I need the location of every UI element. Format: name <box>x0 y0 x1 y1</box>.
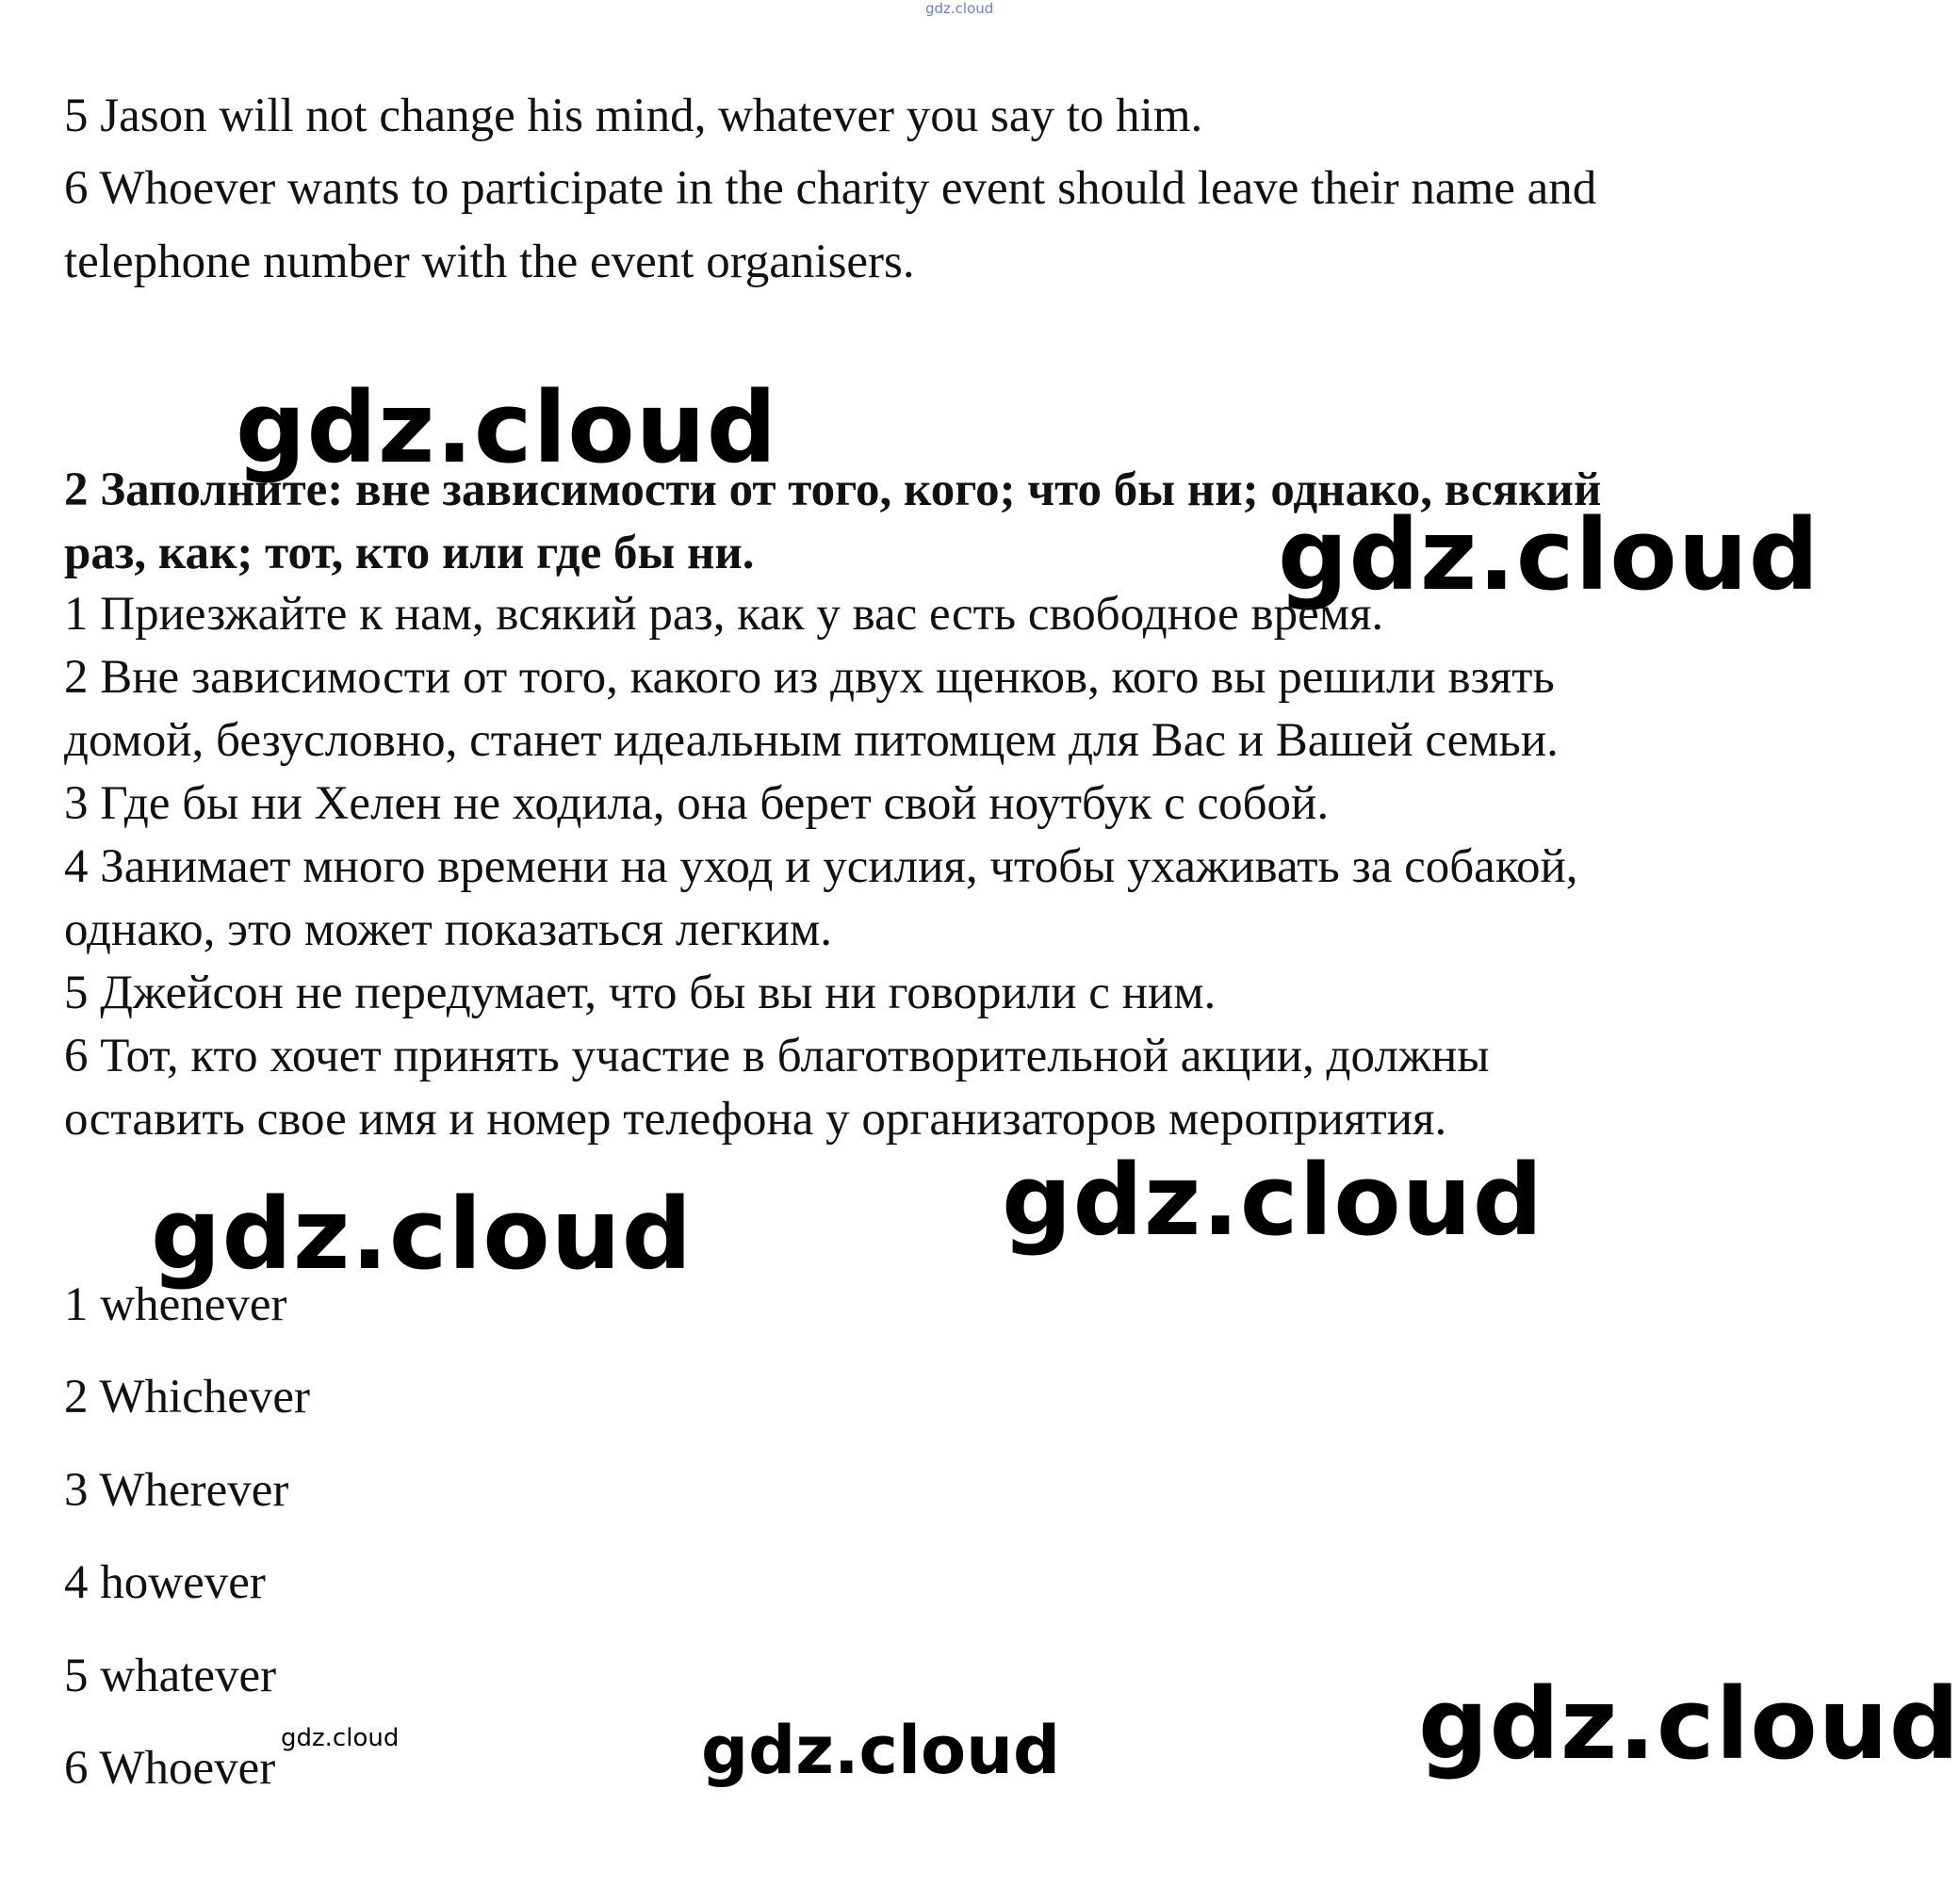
answer-2: 2 Whichever <box>64 1371 311 1423</box>
russian-sentence-1: 1 Приезжайте к нам, всякий раз, как у вас есть свободное время. <box>64 588 1384 641</box>
answer-3: 3 Wherever <box>64 1464 289 1517</box>
russian-sentence-5: 5 Джейсон не передумает, что бы вы ни говорили с ним. <box>64 967 1217 1019</box>
russian-sentence-4: 4 Занимает много времени на уход и усилия, чтобы ухаживать за собакой, <box>64 840 1578 893</box>
english-sentence-6: 6 Whoever wants to participate in the charity event should leave their name and <box>64 162 1597 215</box>
english-sentence-5: 5 Jason will not change his mind, whatever you say to him. <box>64 89 1203 142</box>
watermark: gdz.cloud <box>1278 497 1821 612</box>
header-watermark: gdz.cloud <box>925 0 994 17</box>
russian-sentence-6-continued: оставить свое имя и номер телефона у организаторов мероприятия. <box>64 1093 1447 1146</box>
task-heading-line-2: раз, как; тот, кто или где бы ни. <box>64 527 755 579</box>
russian-sentence-2: 2 Вне зависимости от того, какого из двух щенков, кого вы решили взять <box>64 651 1555 704</box>
watermark: gdz.cloud <box>1002 1143 1544 1258</box>
russian-sentence-3: 3 Где бы ни Хелен не ходила, она берет свой ноутбук с собой. <box>64 777 1330 830</box>
task-heading-line-1: 2 Заполните: вне зависимости от того, кого; что бы ни; однако, всякий <box>64 464 1602 516</box>
watermark: gdz.cloud <box>236 370 778 485</box>
answer-1: 1 whenever <box>64 1278 287 1331</box>
answer-6: 6 Whoever <box>64 1742 276 1795</box>
watermark: gdz.cloud <box>701 1712 1061 1789</box>
watermark: gdz.cloud <box>151 1177 694 1292</box>
answer-5: 5 whatever <box>64 1650 277 1702</box>
russian-sentence-6: 6 Тот, кто хочет принять участие в благотворительной акции, должны <box>64 1030 1490 1082</box>
watermark: gdz.cloud <box>281 1724 400 1752</box>
russian-sentence-4-continued: однако, это может показаться легким. <box>64 903 832 956</box>
russian-sentence-2-continued: домой, безусловно, станет идеальным питомцем для Вас и Вашей семьи. <box>64 714 1559 767</box>
english-sentence-6-continued: telephone number with the event organisers. <box>64 236 915 288</box>
watermark: gdz.cloud <box>1418 1667 1960 1781</box>
answer-4: 4 however <box>64 1556 266 1609</box>
